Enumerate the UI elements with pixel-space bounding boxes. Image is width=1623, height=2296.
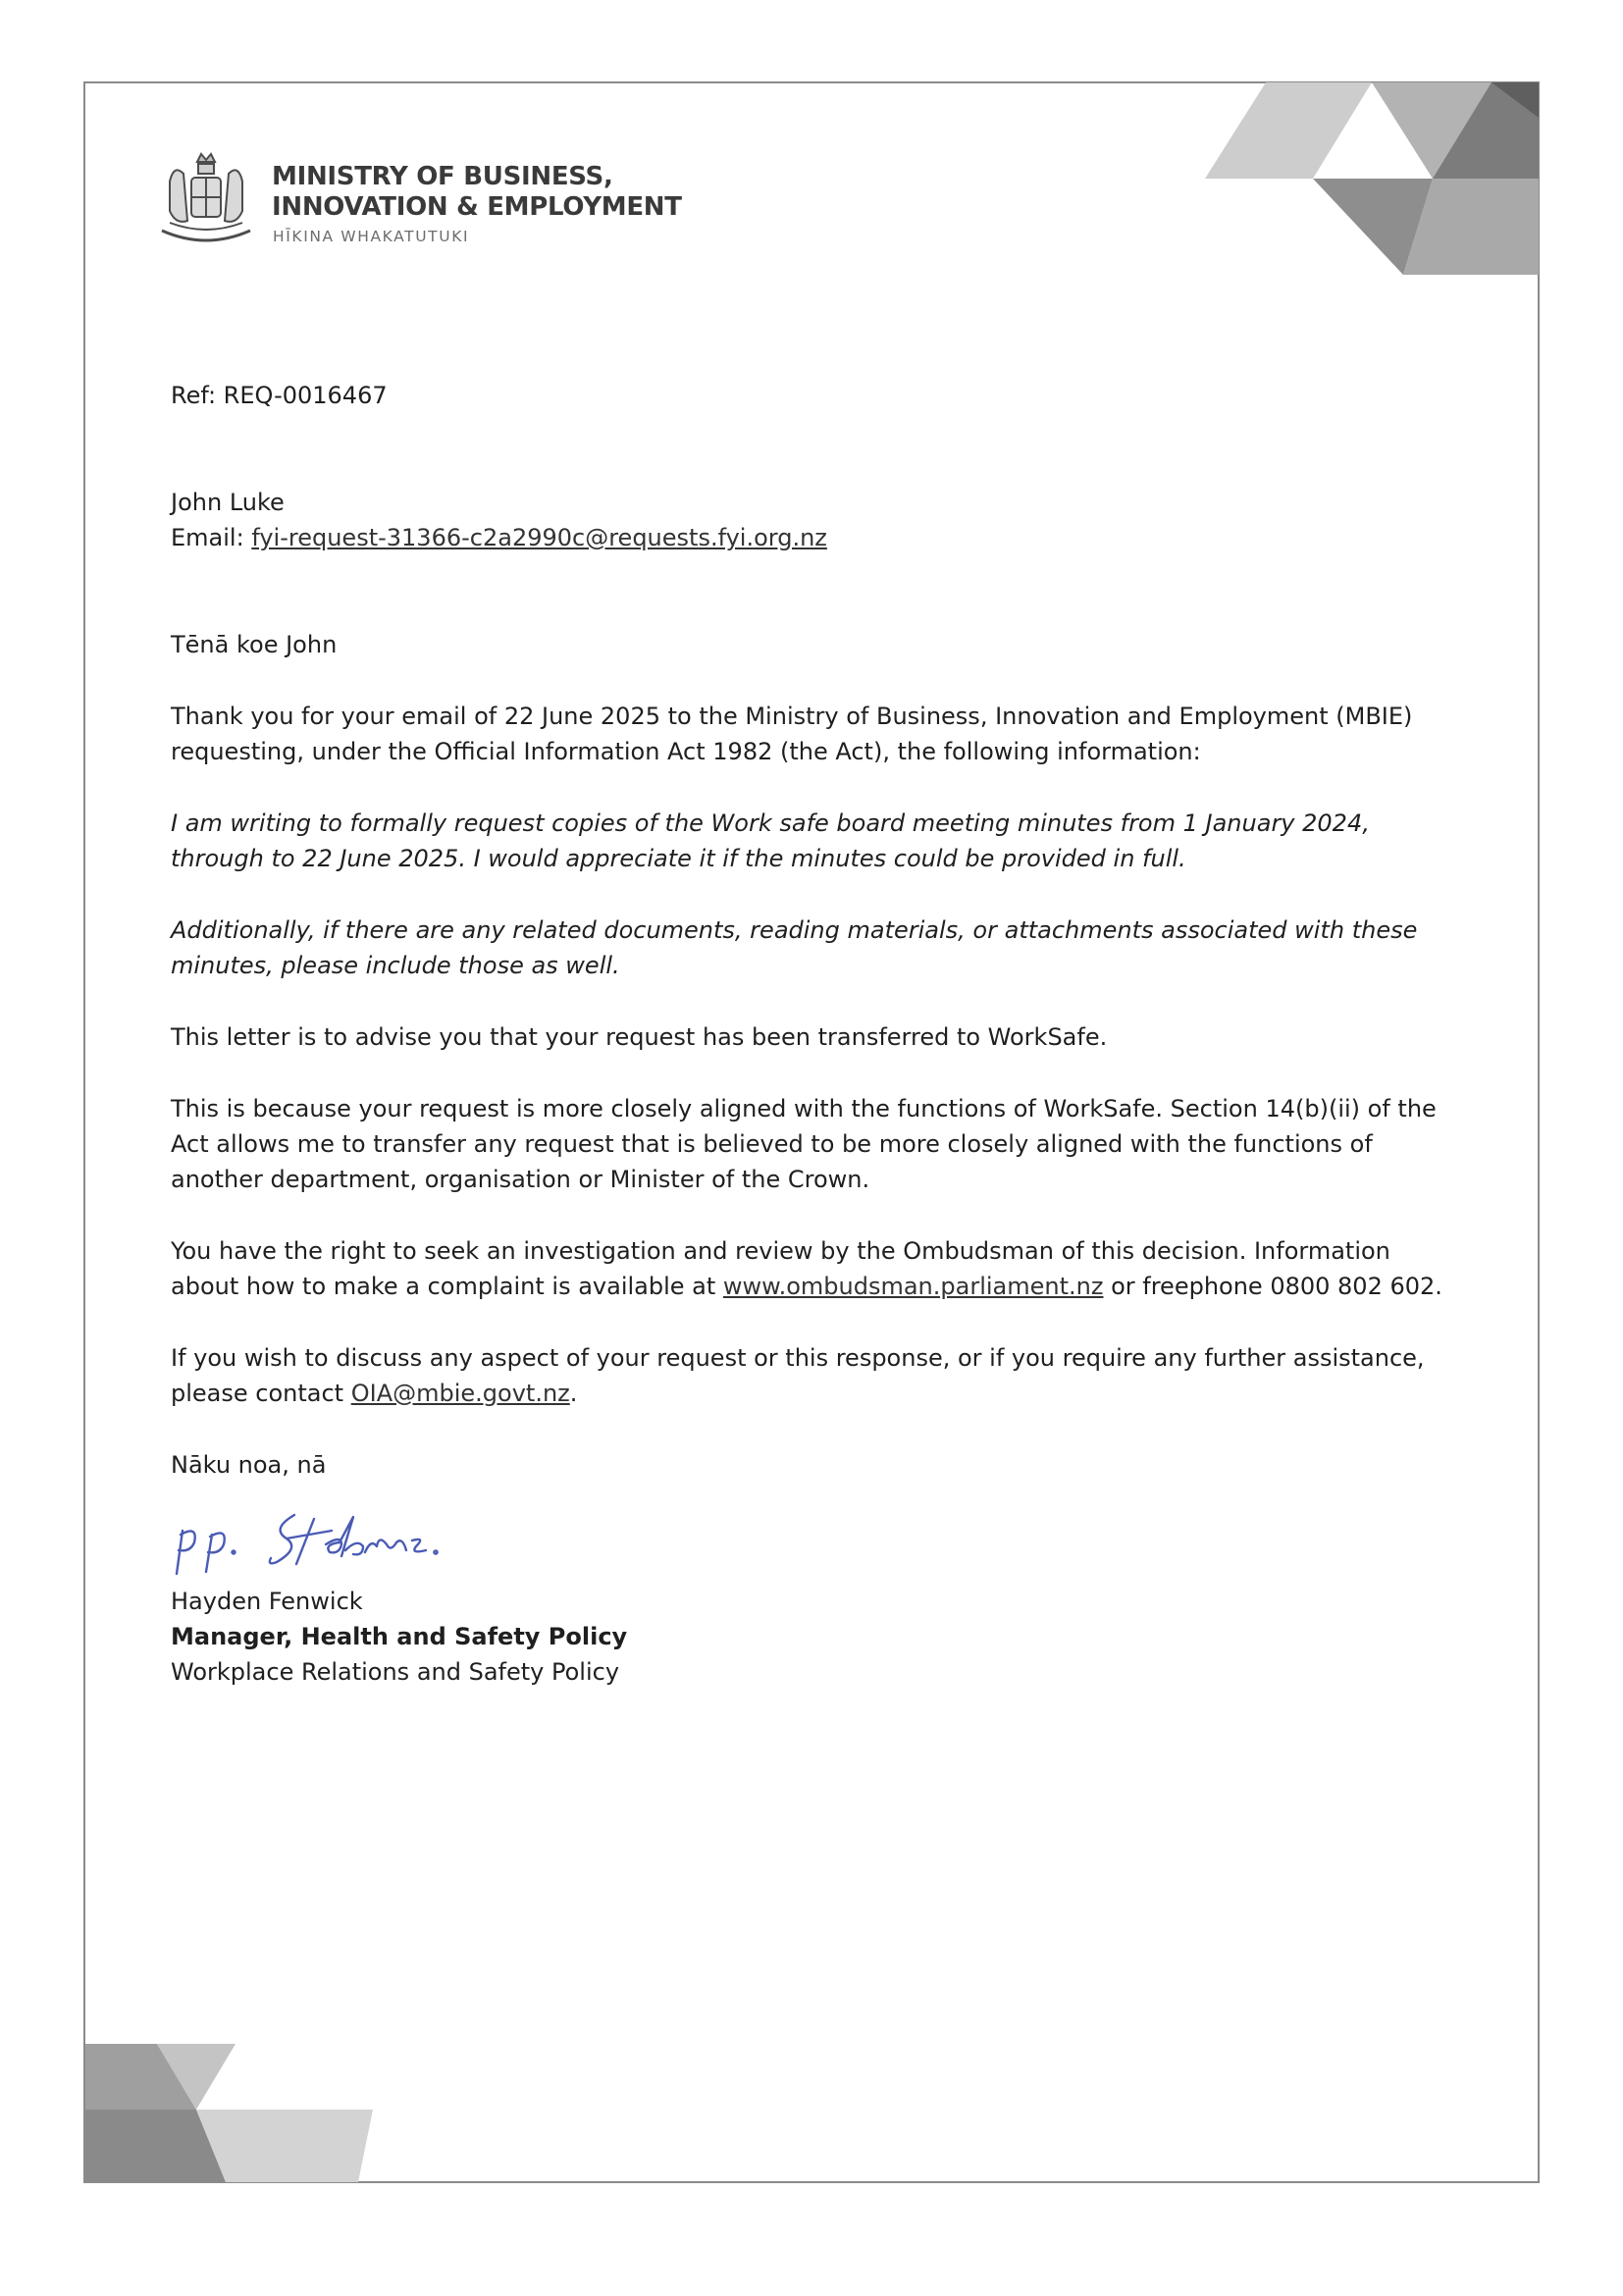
paragraph-3-line-1: This is because your request is more closely aligned with the functions of WorkSafe. Section 14(b)(ii) of the bbox=[171, 1095, 1437, 1122]
email-link[interactable]: fyi-request-31366-c2a2990c@requests.fyi.org.nz bbox=[251, 524, 827, 551]
paragraph-1-line-2: requesting, under the Official Information Act 1982 (the Act), the following information: bbox=[171, 738, 1201, 765]
recipient-name: John Luke bbox=[171, 489, 285, 516]
reference-number: Ref: REQ-0016467 bbox=[171, 382, 388, 409]
quoted-request-2-line-2: minutes, please include those as well. bbox=[171, 952, 620, 979]
sign-off: Nāku noa, nā bbox=[171, 1451, 327, 1479]
handwritten-signature bbox=[169, 1501, 502, 1580]
paragraph-4-line-1: You have the right to seek an investigation and review by the Ombudsman of this decision. Information bbox=[171, 1237, 1390, 1265]
paragraph-5-text-pre: please contact bbox=[171, 1380, 351, 1407]
signer-unit: Workplace Relations and Safety Policy bbox=[171, 1658, 620, 1686]
paragraph-4-text-post: or freephone 0800 802 602. bbox=[1103, 1273, 1442, 1300]
paragraph-5-line-1: If you wish to discuss any aspect of your request or this response, or if you require any further assistance, bbox=[171, 1344, 1425, 1372]
header-triangles-decoration bbox=[0, 0, 1623, 294]
paragraph-5-text-post: . bbox=[569, 1380, 578, 1407]
paragraph-3-line-3: another department, organisation or Minister of the Crown. bbox=[171, 1166, 870, 1193]
quoted-request-2-line-1: Additionally, if there are any related documents, reading materials, or attachments associated with these bbox=[171, 916, 1418, 944]
quoted-request-1-line-2: through to 22 June 2025. I would appreciate it if the minutes could be provided in full. bbox=[171, 845, 1186, 872]
ombudsman-link[interactable]: www.ombudsman.parliament.nz bbox=[722, 1273, 1104, 1300]
mbie-logo bbox=[152, 152, 702, 250]
paragraph-5-line-2 bbox=[171, 1376, 577, 1412]
quoted-request-1-line-1: I am writing to formally request copies of the Work safe board meeting minutes from 1 January 2024, bbox=[171, 809, 1370, 837]
coat-of-arms-icon bbox=[152, 152, 260, 250]
signer-title: Manager, Health and Safety Policy bbox=[171, 1623, 628, 1650]
paragraph-4-line-2 bbox=[171, 1269, 1442, 1305]
paragraph-transfer-notice: This letter is to advise you that your request has been transferred to WorkSafe. bbox=[171, 1023, 1108, 1051]
greeting: Tēnā koe John bbox=[171, 631, 338, 658]
org-maori-name: HĪKINA WHAKATUTUKI bbox=[273, 228, 470, 245]
org-name-line1: MINISTRY OF BUSINESS, bbox=[272, 162, 613, 191]
recipient-email bbox=[171, 520, 827, 556]
signer-name: Hayden Fenwick bbox=[171, 1588, 363, 1615]
paragraph-3-line-2: Act allows me to transfer any request that is believed to be more closely aligned with the functions of bbox=[171, 1130, 1373, 1158]
oia-email-link[interactable]: OIA@mbie.govt.nz bbox=[350, 1380, 570, 1407]
org-name-line2: INNOVATION & EMPLOYMENT bbox=[272, 192, 682, 222]
paragraph-4-text-pre: about how to make a complaint is available at bbox=[171, 1273, 723, 1300]
email-label: Email: bbox=[171, 524, 252, 551]
paragraph-1-line-1: Thank you for your email of 22 June 2025 to the Ministry of Business, Innovation and Employment (MBIE) bbox=[171, 703, 1413, 730]
